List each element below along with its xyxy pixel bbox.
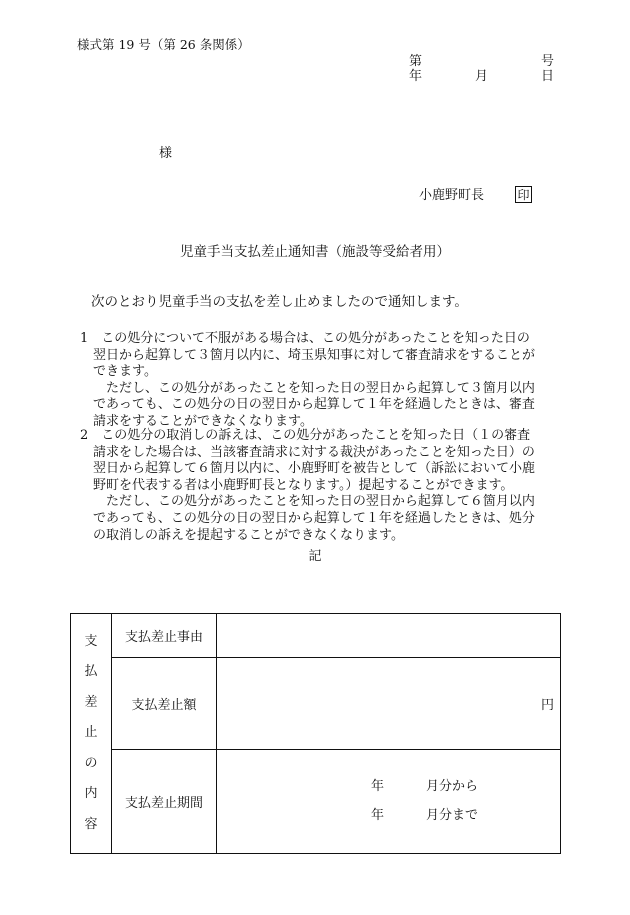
intro-text: 次のとおり児童手当の支払を差し止めましたので通知します。 — [91, 294, 468, 310]
note-line: 2 この処分の取消しの訴えは、この処分があったことを知った日（１の審査 — [80, 428, 531, 443]
suspension-details-table — [70, 613, 561, 854]
period-from-year: 年 — [371, 779, 385, 794]
period-label: 支払差止期間 — [112, 750, 217, 854]
note-1 — [80, 331, 560, 431]
note-line: であっても、この処分の日の翌日から起算して１年を経過したときは、処分 — [80, 510, 535, 526]
group-label-char: 払 — [84, 664, 98, 680]
note-line: 野町を代表する者は小鹿野町長となります。）提起することができます。 — [80, 477, 514, 493]
ki-heading: 記 — [308, 549, 322, 564]
note-line: 請求をすることができなくなります。 — [80, 413, 313, 429]
period-value-cell[interactable] — [217, 750, 561, 854]
note-line: 1 この処分について不服がある場合は、この処分があったことを知った日の — [80, 331, 530, 346]
amount-label: 支払差止額 — [112, 658, 217, 750]
period-to-year: 年 — [371, 808, 385, 823]
note-line: であっても、この処分の日の翌日から起算して１年を経過したときは、審査 — [80, 397, 535, 413]
doc-no-prefix: 第 — [409, 54, 423, 69]
amount-value-cell[interactable] — [217, 658, 561, 750]
date-month: 月 — [475, 69, 489, 84]
group-label-char: 差 — [84, 694, 98, 710]
addressee-honorific: 様 — [159, 146, 173, 161]
amount-unit: 円 — [540, 698, 554, 713]
note-line: 翌日から起算して６箇月以内に、小鹿野町を被告として（訴訟において小鹿 — [80, 461, 536, 477]
group-label-char: 内 — [84, 786, 98, 802]
date-year: 年 — [409, 69, 423, 84]
group-label-char: 支 — [84, 633, 98, 649]
reason-value-cell[interactable] — [217, 614, 561, 658]
group-label — [71, 614, 112, 854]
group-label-char: 容 — [84, 816, 98, 832]
note-line: できます。 — [80, 364, 157, 380]
note-line: ただし、この処分があったことを知った日の翌日から起算して６箇月以内 — [80, 494, 535, 510]
note-line: の取消しの訴えを提起することができなくなります。 — [80, 527, 404, 543]
group-label-char: の — [84, 755, 98, 771]
seal-mark: 印 — [515, 186, 532, 203]
note-2 — [80, 428, 560, 544]
period-from-month: 月分から — [426, 779, 479, 794]
note-line: 翌日から起算して３箇月以内に、埼玉県知事に対して審査請求をすることが — [80, 347, 536, 363]
reason-label: 支払差止事由 — [112, 614, 217, 658]
form-number: 様式第 19 号（第 26 条関係） — [77, 37, 250, 52]
group-label-char: 止 — [84, 725, 98, 741]
doc-no-suffix: 号 — [540, 54, 554, 69]
note-line: ただし、この処分があったことを知った日の翌日から起算して３箇月以内 — [80, 380, 535, 396]
period-to-month: 月分まで — [426, 808, 479, 823]
issuer-name: 小鹿野町長 — [419, 188, 485, 203]
document-title: 児童手当支払差止通知書（施設等受給者用） — [180, 244, 450, 260]
date-day: 日 — [540, 69, 554, 84]
note-line: 請求をした場合は、当該審査請求に対する裁決があったことを知った日）の — [80, 444, 535, 460]
